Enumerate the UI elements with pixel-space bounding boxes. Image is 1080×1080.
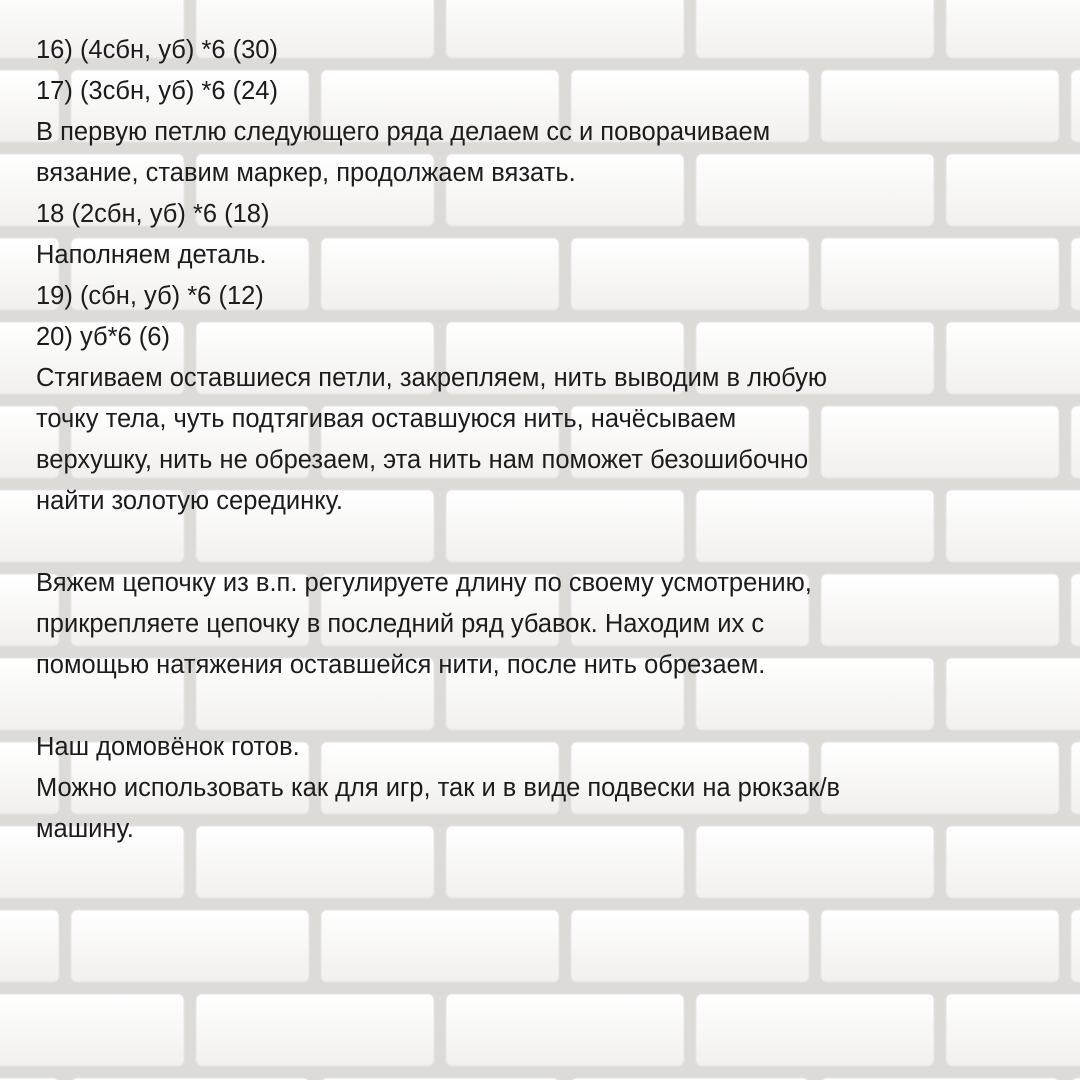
instruction-1-line-2: вязание, ставим маркер, продолжаем вязать. [36,159,576,187]
row-16: 16) (4сбн, уб) *6 (30) [36,36,278,64]
brick [196,994,434,1066]
brick [0,994,184,1066]
row-17: 17) (3сбн, уб) *6 (24) [36,77,278,105]
instruction-2-line-3: верхушку, нить не обрезаем, эта нить нам поможет безошибочно [36,446,809,474]
brick [1071,406,1080,478]
final-line-1: Наш домовёнок готов. [36,733,300,761]
brick [321,910,559,982]
instruction-2-line-4: найти золотую серединку. [36,487,343,515]
brick [446,994,684,1066]
instruction-3-line-1: Вяжем цепочку из в.п. регулируете длину по своему усмотрению, [36,569,812,597]
fill-step: Наполняем деталь. [36,241,267,269]
brick [0,910,59,982]
instruction-text [36,30,1046,850]
row-20: 20) уб*6 (6) [36,323,170,351]
final-line-3: машину. [36,815,134,843]
row-19: 19) (сбн, уб) *6 (12) [36,282,264,310]
brick [1071,910,1080,982]
brick [571,910,809,982]
brick [1071,574,1080,646]
instruction-2-line-1: Стягиваем оставшиеся петли, закрепляем, нить выводим в любую [36,364,828,392]
row-18: 18 (2сбн, уб) *6 (18) [36,200,270,228]
instruction-3-line-3: помощью натяжения оставшейся нити, после нить обрезаем. [36,651,766,679]
brick [1071,238,1080,310]
brick [696,994,934,1066]
brick [1071,742,1080,814]
brick [1071,70,1080,142]
paragraph-gap [36,686,1046,727]
instruction-3-line-2: прикрепляете цепочку в последний ряд убавок. Находим их с [36,610,765,638]
instruction-1-line-1: В первую петлю следующего ряда делаем сс и поворачиваем [36,118,771,146]
brick [946,994,1080,1066]
brick [71,910,309,982]
final-line-2: Можно использовать как для игр, так и в виде подвески на рюкзак/в [36,774,841,802]
instruction-2-line-2: точку тела, чуть подтягивая оставшуюся нить, начёсываем [36,405,737,433]
paragraph-gap [36,522,1046,563]
brick [821,910,1059,982]
